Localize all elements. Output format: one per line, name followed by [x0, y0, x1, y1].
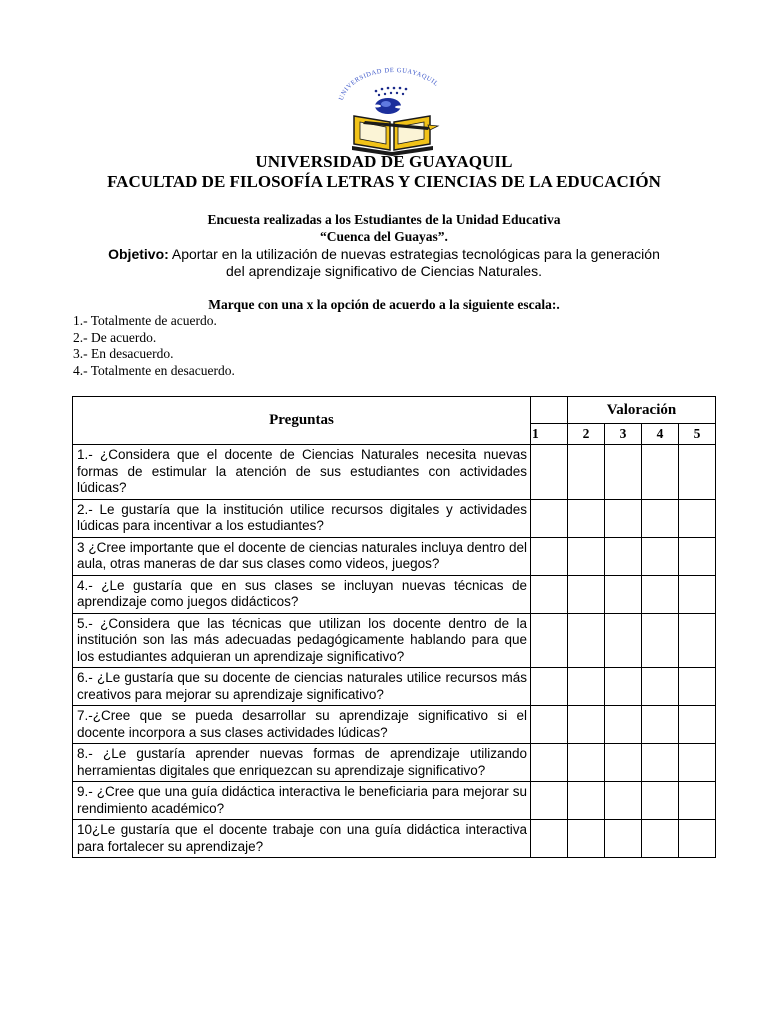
rating-cell-4[interactable]: [642, 782, 679, 820]
rating-cell-1[interactable]: [531, 820, 568, 858]
question-text: 5.- ¿Considera que las técnicas que utilizan los docente dentro de la institución son las más adecuadas pedagógicamente hablando para que los estudiantes adquieran un aprendizaje significativo?: [73, 613, 531, 668]
rating-cell-3[interactable]: [605, 537, 642, 575]
question-row: [73, 575, 716, 613]
rating-cell-4[interactable]: [642, 499, 679, 537]
university-seal-logo: [330, 66, 455, 158]
rating-cell-5[interactable]: [679, 668, 716, 706]
rating-cell-5[interactable]: [679, 706, 716, 744]
question-text: 2.- Le gustaría que la institución utilice recursos digitales y actividades lúdicas para incentivar a los estudiantes?: [73, 499, 531, 537]
question-text: 6.- ¿Le gustaría que su docente de ciencias naturales utilice recursos más creativos para mejorar su aprendizaje significativo?: [73, 668, 531, 706]
question-row: [73, 782, 716, 820]
rating-cell-4[interactable]: [642, 537, 679, 575]
question-row: [73, 613, 716, 668]
rating-cell-4[interactable]: [642, 744, 679, 782]
rating-scale-list: [73, 313, 235, 379]
rating-cell-3[interactable]: [605, 744, 642, 782]
rating-cell-1[interactable]: [531, 668, 568, 706]
survey-title-line2: “Cuenca del Guayas”.: [320, 229, 448, 244]
rating-cell-1[interactable]: [531, 706, 568, 744]
rating-cell-3[interactable]: [605, 706, 642, 744]
rating-cell-2[interactable]: [568, 537, 605, 575]
question-row: [73, 445, 716, 500]
rating-cell-1[interactable]: [531, 499, 568, 537]
instruction-text: Marque con una x la opción de acuerdo a la siguiente escala:.: [208, 297, 560, 312]
header-spacer: [531, 397, 568, 424]
rating-cell-4[interactable]: [642, 820, 679, 858]
rating-header: Valoración: [568, 397, 716, 424]
rating-number: 1: [531, 424, 568, 445]
scale-item: 2.- De acuerdo.: [73, 329, 157, 345]
rating-cell-4[interactable]: [642, 668, 679, 706]
rating-cell-2[interactable]: [568, 613, 605, 668]
rating-cell-2[interactable]: [568, 668, 605, 706]
rating-cell-2[interactable]: [568, 744, 605, 782]
rating-cell-5[interactable]: [679, 575, 716, 613]
rating-cell-2[interactable]: [568, 706, 605, 744]
svg-text:UNIVERSIDAD DE GUAYAQUIL: UNIVERSIDAD DE GUAYAQUIL: [337, 66, 440, 102]
question-row: [73, 744, 716, 782]
objective-line2: del aprendizaje significativo de Ciencias Naturales.: [226, 263, 542, 279]
rating-cell-4[interactable]: [642, 575, 679, 613]
rating-cell-4[interactable]: [642, 613, 679, 668]
question-text: 4.- ¿Le gustaría que en sus clases se incluyan nuevas técnicas de aprendizaje como juegos didácticos?: [73, 575, 531, 613]
rating-number: 4: [642, 424, 679, 445]
rating-cell-5[interactable]: [679, 744, 716, 782]
rating-cell-1[interactable]: [531, 744, 568, 782]
rating-cell-3[interactable]: [605, 499, 642, 537]
survey-table: [72, 396, 716, 858]
rating-cell-2[interactable]: [568, 820, 605, 858]
rating-cell-4[interactable]: [642, 445, 679, 500]
questions-header: Preguntas: [73, 397, 531, 445]
question-row: [73, 499, 716, 537]
objective-line1: [0, 246, 768, 262]
rating-cell-5[interactable]: [679, 782, 716, 820]
scale-item: 4.- Totalmente en desacuerdo.: [73, 362, 235, 378]
question-text: 8.- ¿Le gustaría aprender nuevas formas de aprendizaje utilizando herramientas digitales que enriquezcan su aprendizaje significativo?: [73, 744, 531, 782]
question-row: [73, 537, 716, 575]
rating-cell-2[interactable]: [568, 445, 605, 500]
question-text: 1.- ¿Considera que el docente de Ciencias Naturales necesita nuevas formas de estimular la atención de sus estudiantes con actividades lúdicas?: [73, 445, 531, 500]
faculty-name: FACULTAD DE FILOSOFÍA LETRAS Y CIENCIAS DE LA EDUCACIÓN: [107, 172, 661, 191]
scale-item: 1.- Totalmente de acuerdo.: [73, 313, 217, 328]
rating-cell-2[interactable]: [568, 575, 605, 613]
rating-number: 3: [605, 424, 642, 445]
scale-item: 3.- En desacuerdo.: [73, 346, 174, 361]
rating-cell-1[interactable]: [531, 445, 568, 500]
question-row: [73, 668, 716, 706]
question-row: [73, 820, 716, 858]
rating-cell-1[interactable]: [531, 537, 568, 575]
rating-cell-3[interactable]: [605, 445, 642, 500]
objective-label: Objetivo:: [108, 246, 169, 262]
rating-cell-3[interactable]: [605, 613, 642, 668]
rating-cell-4[interactable]: [642, 706, 679, 744]
question-text: 7.-¿Cree que se pueda desarrollar su aprendizaje significativo si el docente incorpora a sus clases actividades lúdicas?: [73, 706, 531, 744]
rating-cell-2[interactable]: [568, 782, 605, 820]
rating-cell-2[interactable]: [568, 499, 605, 537]
rating-cell-3[interactable]: [605, 782, 642, 820]
rating-number: 5: [679, 424, 716, 445]
rating-cell-1[interactable]: [531, 782, 568, 820]
rating-cell-3[interactable]: [605, 820, 642, 858]
rating-number: 2: [568, 424, 605, 445]
rating-cell-1[interactable]: [531, 613, 568, 668]
question-text: 9.- ¿Cree que una guía didáctica interactiva le beneficiaria para mejorar su rendimiento académico?: [73, 782, 531, 820]
survey-title-line1: Encuesta realizadas a los Estudiantes de la Unidad Educativa: [207, 212, 561, 227]
questions-body: [73, 445, 716, 858]
rating-cell-3[interactable]: [605, 575, 642, 613]
rating-cell-1[interactable]: [531, 575, 568, 613]
objective-text: Aportar en la utilización de nuevas estrategias tecnológicas para la generación: [168, 246, 660, 262]
rating-cell-5[interactable]: [679, 537, 716, 575]
question-text: 3 ¿Cree importante que el docente de ciencias naturales incluya dentro del aula, otras maneras de dar sus clases como videos, juegos?: [73, 537, 531, 575]
rating-cell-3[interactable]: [605, 668, 642, 706]
question-row: [73, 706, 716, 744]
university-name: UNIVERSIDAD DE GUAYAQUIL: [255, 152, 513, 171]
rating-cell-5[interactable]: [679, 613, 716, 668]
rating-cell-5[interactable]: [679, 445, 716, 500]
rating-cell-5[interactable]: [679, 820, 716, 858]
question-text: 10¿Le gustaría que el docente trabaje con una guía didáctica interactiva para fortalecer su aprendizaje?: [73, 820, 531, 858]
rating-cell-5[interactable]: [679, 499, 716, 537]
